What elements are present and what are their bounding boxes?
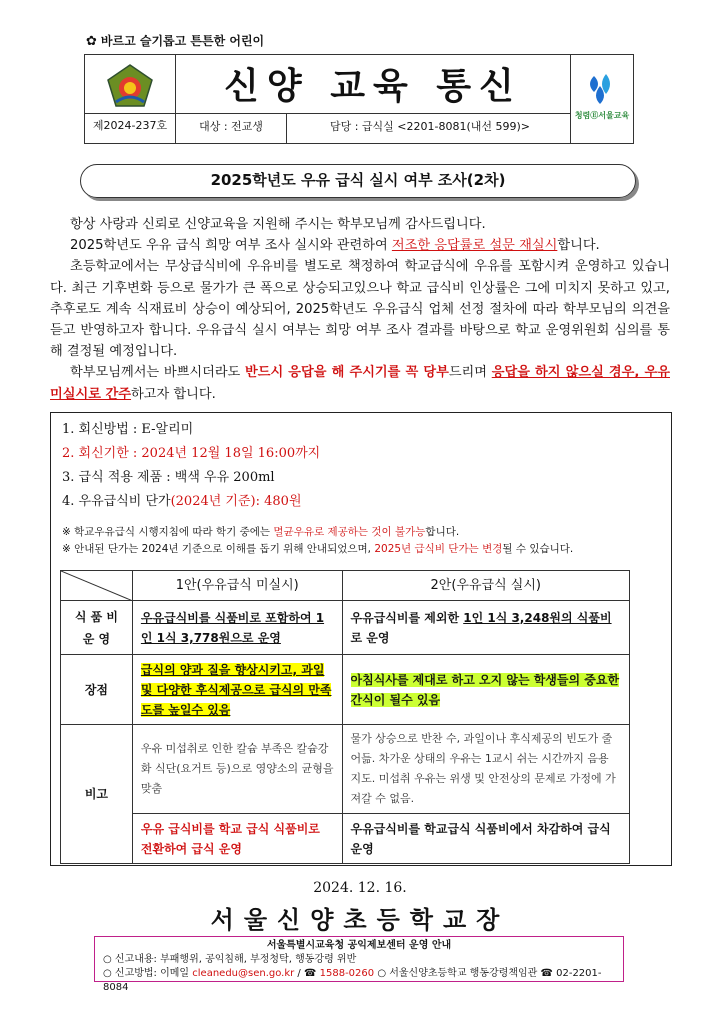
school-principal: 서울신양초등학교장 xyxy=(210,905,510,934)
note-sterilized: ※ 학교우유급식 시행지침에 따라 학기 중에는 멸균우유로 제공하는 것이 불가능합니다. xyxy=(62,526,460,538)
notice-banner: 2025학년도 우유 급식 실시 여부 조사(2차) xyxy=(80,164,636,198)
school-emblem-icon xyxy=(104,62,156,110)
table-row xyxy=(61,655,630,725)
paragraph-background: 초등학교에서는 무상급식비에 우유비를 별도로 책정하여 학교급식에 우유를 포함시켜 운영하고 있습니다. 최근 기후변화 등으로 물가가 큰 폭으로 상승되고있으나 학교 급식비 인상률은 그에 미치지 못하고 있고, 추후로도 계속 식재료비 상승이 예상되어, 2025학년도 우유급식 업체 선정 절차에 따라 학부모님의 의견을 듣고 반영하고자 합니다. 우유급식 실시 여부는 희망 여부 조사 결과를 바탕으로 학교 운영위원회 심의를 통해 결정될 예정입니다. xyxy=(50,259,670,360)
issue-number: 제2024-237호 xyxy=(92,119,168,132)
note-price-change: ※ 안내된 단가는 2024년 기준으로 이해를 돕기 위해 안내되었으며, 2025년 급식비 단가는 변경될 수 있습니다. xyxy=(62,543,574,555)
option2-summary: 우유급식비를 학교급식 식품비에서 차감하여 급식 운영 xyxy=(342,814,629,864)
notes xyxy=(62,524,573,558)
flower-icon: ✿ xyxy=(86,34,97,49)
paragraph-resurvey: 2025학년도 우유 급식 희망 여부 조사 실시와 관련하여 저조한 응답률로 설문 재실시합니다. xyxy=(70,238,600,254)
option1-remarks: 우유 미섭취로 인한 칼슘 부족은 칼슘강화 식단(요거트 등)으로 영양소의 균형을 맞춤 xyxy=(132,725,342,814)
applied-product: 3. 급식 적용 제품 : 백색 우유 200ml xyxy=(62,470,275,485)
integrity-logo-icon xyxy=(582,70,622,110)
option1-food-cost: 우유급식비를 식품비로 포함하여 1인 1식 3,778원으로 운영 xyxy=(132,601,342,655)
table-row xyxy=(61,725,630,814)
row-label-merits: 장점 xyxy=(61,655,133,725)
header-separator xyxy=(286,113,287,144)
paragraph-greeting: 항상 사랑과 신뢰로 신양교육을 지원해 주시는 학부모님께 감사드립니다. xyxy=(70,217,486,232)
option2-remarks: 물가 상승으로 반찬 수, 과일이나 후식제공의 빈도가 줄어듦. 차가운 상태의 우유는 1교시 쉬는 시간까지 음용 지도. 미섭취 우유는 위생 및 안전상의 문제로 가정에 가져갈 수 없음. xyxy=(342,725,629,814)
milk-unit-price: 4. 우유급식비 단가(2024년 기준): 480원 xyxy=(62,494,302,509)
whistleblower-title: 서울특별시교육청 공익제보센터 운영 안내 xyxy=(266,940,452,951)
option2-merits: 아침식사를 제대로 하고 오지 않는 학생들의 중요한 간식이 될수 있음 xyxy=(342,655,629,725)
table-row xyxy=(61,601,630,655)
reply-deadline: 2. 회신기한 : 2024년 12월 18일 16:00까지 xyxy=(62,446,321,461)
option1-header: 1안(우유급식 미실시) xyxy=(132,571,342,601)
report-method: ○ 신고방법: 이메일 cleanedu@sen.go.kr / ☎ 1588-0260 ○ 서울신양초등학교 행동강령책임관 ☎ 02-2201-8084 xyxy=(103,968,602,993)
option2-header: 2안(우유급식 실시) xyxy=(342,571,629,601)
table-row xyxy=(61,814,630,864)
paragraph-request: 학부모님께서는 바쁘시더라도 반드시 응답을 해 주시기를 꼭 당부드리며 응답을 하지 않으실 경우, 우유 미실시로 간주하고자 합니다. xyxy=(50,365,670,402)
header-divider xyxy=(176,113,570,114)
report-email-link[interactable]: cleanedu@sen.go.kr xyxy=(192,968,295,979)
letter-body xyxy=(50,214,670,405)
row-label-food-cost: 식 품 비 운 영 xyxy=(61,601,133,655)
whistleblower-notice xyxy=(94,936,624,993)
option1-merits: 급식의 양과 질을 향상시키고, 과일 및 다양한 후식제공으로 급식의 만족도를 높일수 있음 xyxy=(132,655,342,725)
option2-food-cost: 우유급식비를 제외한 1인 1식 3,248원의 식품비로 운영 xyxy=(342,601,629,655)
details-list xyxy=(62,418,320,514)
contact-info: 담당 : 급식실 <2201-8081(내선 599)> xyxy=(329,120,531,133)
integrity-logo-text: 청렴Ⓔ서울교육 xyxy=(574,111,630,120)
option1-summary: 우유 급식비를 학교 급식 식품비로 전환하여 급식 운영 xyxy=(132,814,342,864)
comparison-table xyxy=(60,570,630,864)
newsletter-title: 신양 교육 통신 xyxy=(224,66,522,107)
table-corner-cell xyxy=(61,571,133,601)
table-header-row xyxy=(61,571,630,601)
target-audience: 대상 : 전교생 xyxy=(199,120,263,133)
diagonal-line xyxy=(61,571,133,601)
row-label-remarks: 비고 xyxy=(61,725,133,864)
header-left-divider xyxy=(84,113,176,114)
school-motto: ✿ 바르고 슬기롭고 튼튼한 어린이 xyxy=(86,34,265,49)
issue-date: 2024. 12. 16. xyxy=(313,880,407,896)
reply-method: 1. 회신방법 : E-알리미 xyxy=(62,422,194,437)
report-content: ○ 신고내용: 부패행위, 공익침해, 부정청탁, 행동강령 위반 xyxy=(103,954,357,965)
